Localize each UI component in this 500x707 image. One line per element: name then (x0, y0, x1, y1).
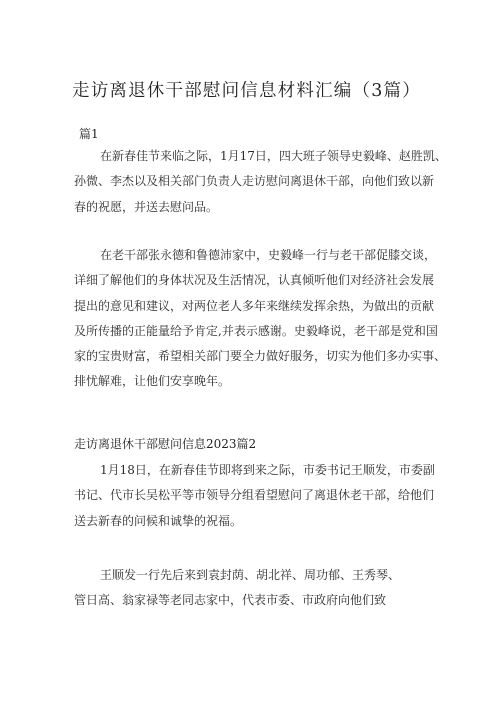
document-title: 走访离退休干部慰问信息材料汇编（3篇） (72, 81, 421, 101)
paragraph-line: 及所传播的正能量给予肯定,并表示感谢。史毅峰说，老干部是党和国 (74, 323, 438, 338)
paragraph-line: 家的宝贵财富，希望相关部门要全力做好服务，切实为他们多办实事、 (74, 349, 447, 364)
paragraph-line: 书记、代市长吴松平等市领导分组看望慰问了离退休老干部，给他们 (74, 488, 435, 503)
paragraph-2 (74, 243, 447, 395)
section-heading-2: 走访离退休干部慰问信息2023篇2 (74, 437, 257, 451)
paragraph-line: 王顺发一行先后来到袁封荫、胡北祥、周功郁、王秀琴、 (100, 568, 401, 582)
paragraph-line: 1月18日，在新春佳节即将到来之际，市委书记王顺发，市委副 (100, 463, 435, 477)
paragraph-line: 管日高、翁家禄等老同志家中，代表市委、市政府向他们致 (74, 593, 387, 608)
paragraph-line: 在新春佳节来临之际，1月17日，四大班子领导史毅峰、赵胜凯、 (100, 149, 447, 163)
paragraph-line: 孙微、李杰以及相关部门负责人走访慰问离退休干部，向他们致以新 (74, 174, 435, 189)
paragraph-3 (74, 458, 434, 534)
paragraph-line: 详细了解他们的身体状况及生活情况，认真倾听他们对经济社会发展 (74, 273, 435, 288)
paragraph-line: 春的祝愿，并送去慰问品。 (74, 199, 219, 214)
paragraph-4 (74, 563, 434, 614)
paragraph-line: 在老干部张永德和鲁德沛家中，史毅峰一行与老干部促膝交谈， (100, 248, 437, 262)
paragraph-line: 送去新春的问候和诚挚的祝福。 (74, 513, 243, 528)
section-heading-1: 篇1 (79, 127, 99, 141)
paragraph-line: 提出的意见和建议，对两位老人多年来继续发挥余热，为做出的贡献 (74, 298, 435, 313)
paragraph-line: 排忧解难，让他们安享晚年。 (74, 374, 231, 389)
paragraph-1 (74, 144, 447, 220)
